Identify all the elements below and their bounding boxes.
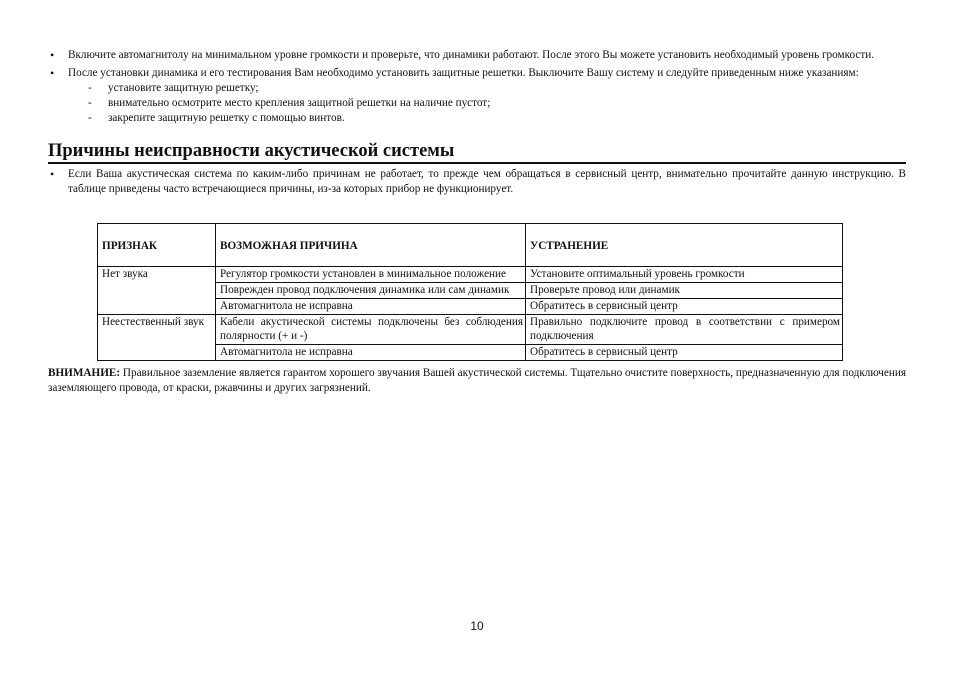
troubleshooting-table bbox=[97, 223, 843, 361]
cause-cell: Регулятор громкости установлен в минимальное положение bbox=[216, 267, 526, 283]
header-fix: УСТРАНЕНИЕ bbox=[526, 224, 843, 267]
section-rule bbox=[48, 162, 906, 164]
fix-cell: Обратитесь в сервисный центр bbox=[526, 345, 843, 361]
warning-label: ВНИМАНИЕ: bbox=[48, 367, 121, 379]
symptom-cell: Неестественный звук bbox=[98, 315, 216, 361]
steps-list bbox=[68, 81, 906, 126]
table-header-row bbox=[98, 224, 843, 267]
section-title: Причины неисправности акустической системы bbox=[48, 141, 455, 161]
intro-bullet bbox=[48, 66, 906, 127]
table-row bbox=[98, 267, 843, 283]
header-cause: ВОЗМОЖНАЯ ПРИЧИНА bbox=[216, 224, 526, 267]
step-item: - закрепите защитную решетку с помощью винтов. bbox=[88, 111, 906, 126]
fix-cell: Проверьте провод или динамик bbox=[526, 283, 843, 299]
cause-cell: Кабели акустической системы подключены без соблюдения полярности (+ и -) bbox=[216, 315, 526, 345]
cause-cell: Поврежден провод подключения динамика или сам динамик bbox=[216, 283, 526, 299]
fix-cell: Правильно подключите провод в соответствии с примером подключения bbox=[526, 315, 843, 345]
step-item: - установите защитную решетку; bbox=[88, 81, 906, 96]
cause-cell: Автомагнитола не исправна bbox=[216, 345, 526, 361]
intro-bullet: • Включите автомагнитолу на минимальном уровне громкости и проверьте, что динамики работают. После этого Вы можете установить необходимый уровень громкости. bbox=[48, 48, 906, 63]
section-bullet: • Если Ваша акустическая система по каким-либо причинам не работает, то прежде чем обращаться в сервисный центр, внимательно прочитайте данную инструкцию. В таблице приведены часто встречающиеся причины, из-за которых прибор не функционирует. bbox=[48, 167, 906, 196]
intro-bullet-text: После установки динамика и его тестирования Вам необходимо установить защитные решетки. Выключите Вашу систему и следуйте приведенным ниже указаниям: bbox=[68, 66, 859, 79]
step-item: - внимательно осмотрите место крепления защитной решетки на наличие пустот; bbox=[88, 96, 906, 111]
intro-bullet-list bbox=[48, 48, 906, 126]
symptom-cell: Нет звука bbox=[98, 267, 216, 315]
document-page bbox=[48, 48, 906, 407]
page-number: 10 bbox=[470, 619, 484, 633]
warning-note bbox=[48, 366, 906, 396]
warning-text: Правильное заземление является гарантом хорошего звучания Вашей акустической системы. Тщательно очистите поверхность, предназначенную для подключения заземляющего провода, от краски, ржавчины и других загрязнений. bbox=[48, 367, 906, 394]
fix-cell: Обратитесь в сервисный центр bbox=[526, 299, 843, 315]
cause-cell: Автомагнитола не исправна bbox=[216, 299, 526, 315]
header-symptom: ПРИЗНАК bbox=[98, 224, 216, 267]
table-row bbox=[98, 315, 843, 345]
section-bullet-list bbox=[48, 167, 906, 196]
fix-cell: Установите оптимальный уровень громкости bbox=[526, 267, 843, 283]
